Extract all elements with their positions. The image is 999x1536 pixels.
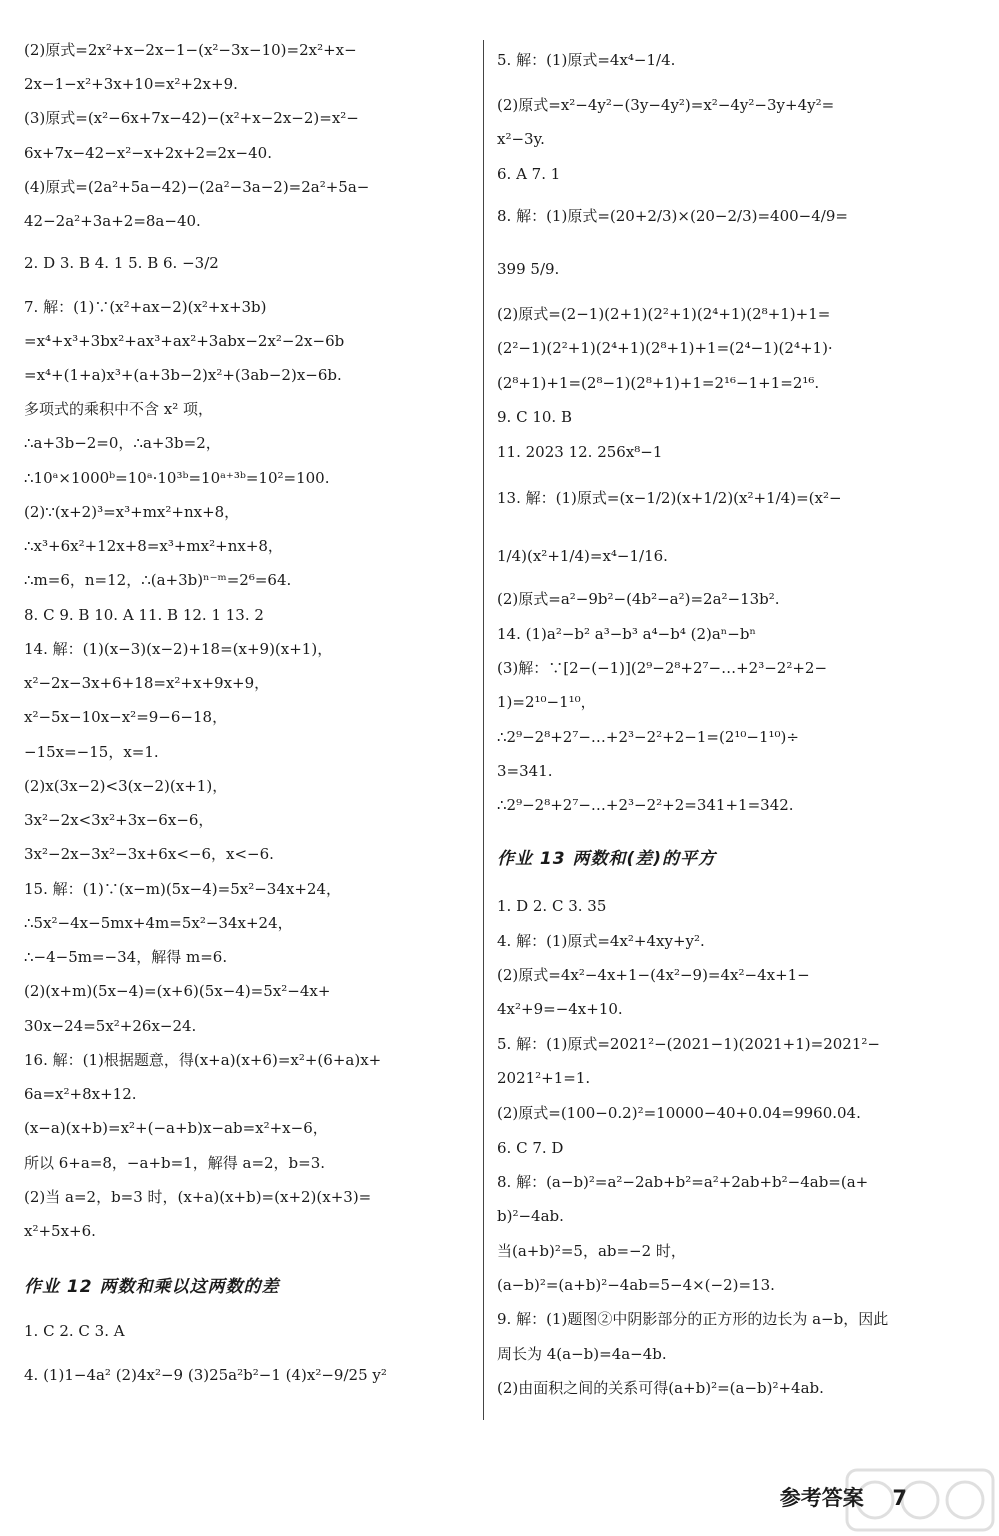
left-line: 1. C 2. C 3. A — [24, 1322, 125, 1340]
right-line: 11. 2023 12. 256x⁸−1 — [497, 443, 663, 461]
right-line: 9. 解：(1)题图②中阴影部分的正方形的边长为 a−b，因此 — [497, 1310, 889, 1328]
left-line: 42−2a²+3a+2=8a−40. — [24, 212, 201, 230]
left-line: ∴x³+6x²+12x+8=x³+mx²+nx+8， — [24, 537, 283, 555]
left-line: 16. 解：(1)根据题意，得(x+a)(x+6)=x²+(6+a)x+ — [24, 1051, 382, 1069]
right-line: x²−3y. — [497, 130, 545, 148]
left-line: x²−5x−10x−x²=9−6−18， — [24, 708, 228, 726]
left-line: (4)原式=(2a²+5a−42)−(2a²−3a−2)=2a²+5a− — [24, 178, 370, 196]
right-line: 2021²+1=1. — [497, 1069, 591, 1087]
right-section-heading: 作业 13 两数和(差)的平方 — [497, 849, 717, 869]
left-line: (3)原式=(x²−6x+7x−42)−(x²+x−2x−2)=x²− — [24, 109, 359, 127]
right-line: (2²−1)(2²+1)(2⁴+1)(2⁸+1)+1=(2⁴−1)(2⁴+1)· — [497, 339, 833, 357]
left-line: 8. C 9. B 10. A 11. B 12. 1 13. 2 — [24, 606, 264, 624]
left-line: ∴10ᵃ×1000ᵇ=10ᵃ·10³ᵇ=10ᵃ⁺³ᵇ=10²=100. — [24, 469, 330, 487]
right-line: 6. A 7. 1 — [497, 165, 561, 183]
right-line: (a−b)²=(a+b)²−4ab=5−4×(−2)=13. — [497, 1276, 775, 1294]
left-line: ∴a+3b−2=0，∴a+3b=2， — [24, 434, 221, 452]
right-line: 1/4)(x²+1/4)=x⁴−1/16. — [497, 547, 668, 565]
right-line: (2)原式=(2−1)(2+1)(2²+1)(2⁴+1)(2⁸+1)+1= — [497, 305, 831, 323]
right-line: (2⁸+1)+1=(2⁸−1)(2⁸+1)+1=2¹⁶−1+1=2¹⁶. — [497, 374, 820, 392]
left-line: 14. 解：(1)(x−3)(x−2)+18=(x+9)(x+1)， — [24, 640, 333, 658]
right-line: b)²−4ab. — [497, 1207, 564, 1225]
left-line: (2)(x+m)(5x−4)=(x+6)(5x−4)=5x²−4x+ — [24, 982, 331, 1000]
watermark-logo — [845, 1468, 995, 1532]
left-line: (2)x(3x−2)<3(x−2)(x+1)， — [24, 777, 228, 795]
left-line: ∴−4−5m=−34，解得 m=6. — [24, 948, 228, 966]
left-line: x²+5x+6. — [24, 1222, 96, 1240]
left-section-heading: 作业 12 两数和乘以这两数的差 — [24, 1277, 280, 1297]
left-line: 2. D 3. B 4. 1 5. B 6. −3/2 — [24, 254, 219, 272]
left-line: −15x=−15，x=1. — [24, 743, 159, 761]
right-line: 14. (1)a²−b² a³−b³ a⁴−b⁴ (2)aⁿ−bⁿ — [497, 625, 756, 643]
left-line: ∴5x²−4x−5mx+4m=5x²−34x+24， — [24, 914, 293, 932]
left-line: 6a=x²+8x+12. — [24, 1085, 137, 1103]
right-line: 周长为 4(a−b)=4a−4b. — [497, 1345, 667, 1363]
left-line: 多项式的乘积中不含 x² 项， — [24, 400, 214, 418]
right-line: 当(a+b)²=5，ab=−2 时， — [497, 1242, 686, 1260]
right-line: (2)原式=(100−0.2)²=10000−40+0.04=9960.04. — [497, 1104, 861, 1122]
footer-label: 参考答案 — [779, 1486, 864, 1510]
column-divider — [483, 40, 484, 1420]
left-line: 2x−1−x²+3x+10=x²+2x+9. — [24, 75, 238, 93]
right-line: 399 5/9. — [497, 260, 560, 278]
left-line: ∴m=6，n=12，∴(a+3b)ⁿ⁻ᵐ=2⁶=64. — [24, 571, 292, 589]
right-line: 9. C 10. B — [497, 408, 572, 426]
left-line: (x−a)(x+b)=x²+(−a+b)x−ab=x²+x−6， — [24, 1119, 328, 1137]
right-line: (2)原式=a²−9b²−(4b²−a²)=2a²−13b². — [497, 590, 780, 608]
left-line: 4. (1)1−4a² (2)4x²−9 (3)25a²b²−1 (4)x²−9/25 y² — [24, 1366, 387, 1384]
right-line: 8. 解：(1)原式=(20+2/3)×(20−2/3)=400−4/9= — [497, 207, 848, 225]
right-line: (2)由面积之间的关系可得(a+b)²=(a−b)²+4ab. — [497, 1379, 824, 1397]
right-line: 5. 解：(1)原式=2021²−(2021−1)(2021+1)=2021²− — [497, 1035, 880, 1053]
right-line: 4. 解：(1)原式=4x²+4xy+y². — [497, 932, 705, 950]
right-line: 6. C 7. D — [497, 1139, 564, 1157]
left-line: (2)原式=2x²+x−2x−1−(x²−3x−10)=2x²+x− — [24, 41, 357, 59]
right-line: 8. 解：(a−b)²=a²−2ab+b²=a²+2ab+b²−4ab=(a+ — [497, 1173, 869, 1191]
left-line: 15. 解：(1)∵(x−m)(5x−4)=5x²−34x+24， — [24, 880, 341, 898]
left-line: 所以 6+a=8，−a+b=1，解得 a=2，b=3. — [24, 1154, 326, 1172]
right-line: ∴2⁹−2⁸+2⁷−…+2³−2²+2=341+1=342. — [497, 796, 794, 814]
right-line: (2)原式=x²−4y²−(3y−4y²)=x²−4y²−3y+4y²= — [497, 96, 835, 114]
right-line: 3=341. — [497, 762, 553, 780]
left-line: (2)∵(x+2)³=x³+mx²+nx+8， — [24, 503, 240, 521]
left-line: 7. 解：(1)∵(x²+ax−2)(x²+x+3b) — [24, 298, 267, 316]
left-line: =x⁴+x³+3bx²+ax³+ax²+3abx−2x²−2x−6b — [24, 332, 345, 350]
left-line: 3x²−2x−3x²−3x+6x<−6，x<−6. — [24, 845, 274, 863]
right-line: 1. D 2. C 3. 35 — [497, 897, 607, 915]
left-line: 3x²−2x<3x²+3x−6x−6， — [24, 811, 214, 829]
left-line: 30x−24=5x²+26x−24. — [24, 1017, 197, 1035]
right-line: (3)解：∵[2−(−1)](2⁹−2⁸+2⁷−…+2³−2²+2− — [497, 659, 828, 677]
right-line: 4x²+9=−4x+10. — [497, 1000, 623, 1018]
right-line: 1)=2¹⁰−1¹⁰， — [497, 693, 596, 711]
right-line: (2)原式=4x²−4x+1−(4x²−9)=4x²−4x+1− — [497, 966, 810, 984]
left-line: x²−2x−3x+6+18=x²+x+9x+9， — [24, 674, 270, 692]
left-line: 6x+7x−42−x²−x+2x+2=2x−40. — [24, 144, 272, 162]
left-line: =x⁴+(1+a)x³+(a+3b−2)x²+(3ab−2)x−6b. — [24, 366, 342, 384]
right-line: ∴2⁹−2⁸+2⁷−…+2³−2²+2−1=(2¹⁰−1¹⁰)÷ — [497, 728, 799, 746]
right-line: 13. 解：(1)原式=(x−1/2)(x+1/2)(x²+1/4)=(x²− — [497, 489, 842, 507]
left-line: (2)当 a=2，b=3 时，(x+a)(x+b)=(x+2)(x+3)= — [24, 1188, 372, 1206]
right-line: 5. 解：(1)原式=4x⁴−1/4. — [497, 51, 676, 69]
page-number: 7 — [892, 1486, 907, 1510]
